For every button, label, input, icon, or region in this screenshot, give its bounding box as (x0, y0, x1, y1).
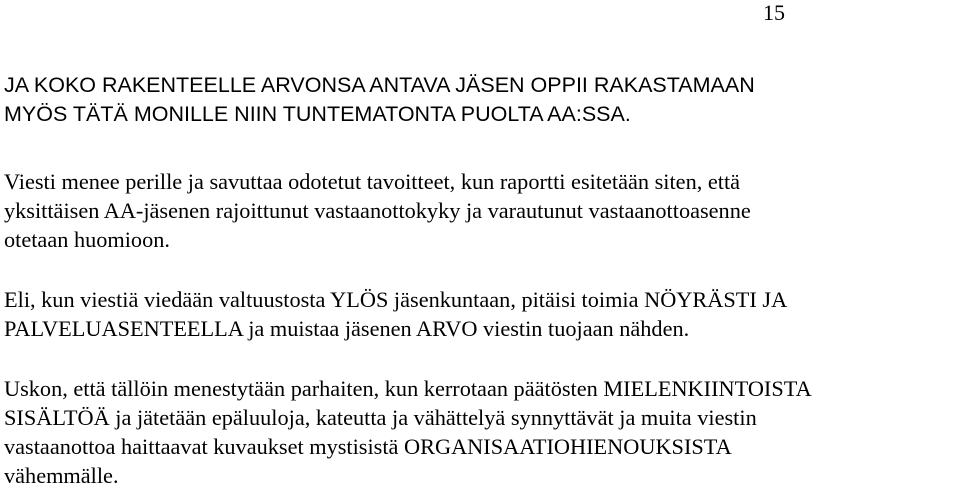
heading (4, 71, 755, 129)
paragraph-line: Eli, kun viestiä viedään valtuustosta YLÖS jäsenkuntaan, pitäisi toimia NÖYRÄSTI JA (4, 287, 788, 312)
paragraph-line: Viesti menee perille ja savuttaa odotetut tavoitteet, kun raportti esitetään siten, että (4, 169, 741, 194)
paragraph-line: PALVELUASENTEELLA ja muistaa jäsenen ARVO viestin tuojaan nähden. (4, 316, 690, 341)
paragraph-line: otetaan huomioon. (4, 227, 170, 252)
paragraph-1 (4, 167, 751, 254)
paragraph-3 (4, 374, 812, 490)
paragraph-line: vähemmälle. (4, 463, 119, 488)
paragraph-line: SISÄLTÖÄ ja jätetään epäluuloja, kateutta ja vähättelyä synnyttävät ja muita viestin (4, 405, 757, 430)
paragraph-line: Uskon, että tällöin menestytään parhaiten, kun kerrotaan päätösten MIELENKIINTOISTA (4, 376, 812, 401)
page-number: 15 (763, 0, 785, 25)
paragraph-line: vastaanottoa haittaavat kuvaukset mystisistä ORGANISAATIOHIENOUKSISTA (4, 434, 732, 459)
paragraph-line: yksittäisen AA-jäsenen rajoittunut vastaanottokyky ja varautunut vastaanottoasenne (4, 198, 751, 223)
paragraph-2 (4, 285, 787, 343)
heading-line: MYÖS TÄTÄ MONILLE NIIN TUNTEMATONTA PUOLTA AA:SSA. (4, 102, 631, 126)
heading-line: JA KOKO RAKENTEELLE ARVONSA ANTAVA JÄSEN OPPII RAKASTAMAAN (4, 73, 755, 97)
